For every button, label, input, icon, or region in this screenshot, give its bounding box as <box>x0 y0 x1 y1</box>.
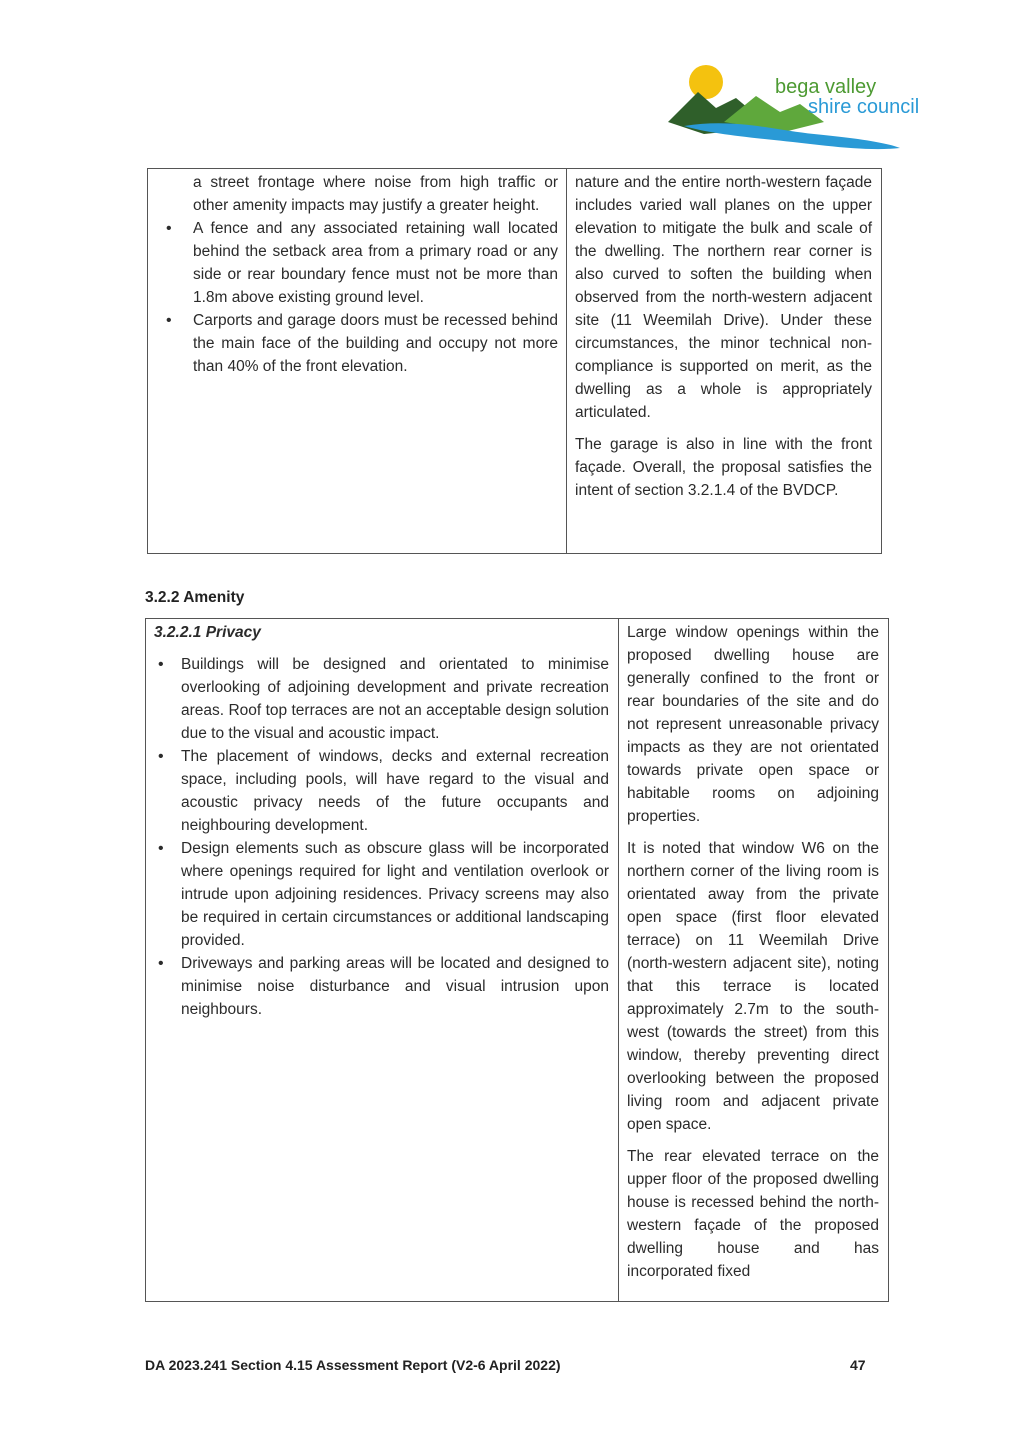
sun-icon <box>689 65 723 99</box>
continuation-text: a street frontage where noise from high traffic or other amenity impacts may justify a greater height. <box>193 174 558 214</box>
requirements-list <box>181 653 609 1021</box>
council-logo-text <box>775 77 919 117</box>
list-item: • Carports and garage doors must be recessed behind the main face of the building and occupy not more than 40% of the front elevation. <box>193 309 558 378</box>
list-item: • Buildings will be designed and orientated to minimise overlooking of adjoining development and private recreation areas. Roof top terraces are not an acceptable design solution due to the visual and acoustic impact. <box>181 653 609 745</box>
comment-paragraph: nature and the entire north-western façade includes varied wall planes on the upper elevation to mitigate the bulk and scale of the dwelling. The northern rear corner is also curved to soften the building when observed from the north-western adjacent site (11 Weemilah Drive). Under these circumstances, the minor technical non-compliance is supported on merit, as the dwelling as a whole is appropriately articulated. <box>575 174 872 421</box>
logo-line-1: bega valley <box>775 76 877 98</box>
subsection-title: 3.2.2.1 Privacy <box>154 624 261 641</box>
control-requirements-cell <box>146 619 619 1302</box>
comment-paragraph: The garage is also in line with the front façade. Overall, the proposal satisfies the intent of section 3.2.1.4 of the BVDCP. <box>575 436 872 499</box>
controls-table-continued <box>147 168 882 554</box>
footer-report-title: DA 2023.241 Section 4.15 Assessment Report (V2-6 April 2022) <box>145 1357 561 1373</box>
privacy-controls-table <box>145 618 889 1302</box>
comment-paragraph: It is noted that window W6 on the northern corner of the living room is orientated away from the private open space (first floor elevated terrace) on 11 Weemilah Drive (north-western adjacent site), noting that this terrace is located approximately 2.7m to the south-west (towards the street) from this window, thereby preventing direct overlooking between the proposed living room and adjacent private open space. <box>627 840 879 1133</box>
assessment-comment-cell <box>619 619 889 1302</box>
section-heading: 3.2.2 Amenity <box>145 589 245 606</box>
page-number: 47 <box>850 1357 866 1373</box>
list-item: • Design elements such as obscure glass will be incorporated where openings required for light and ventilation overlook or intrude upon adjoining residences. Privacy screens may also be required in certain circumstances or additional landscaping provided. <box>181 837 609 952</box>
assessment-comment-cell <box>567 169 882 554</box>
comment-paragraph: The rear elevated terrace on the upper floor of the proposed dwelling house is recessed behind the north-western façade of the proposed dwelling house and has incorporated fixed <box>627 1148 879 1280</box>
list-item: • A fence and any associated retaining wall located behind the setback area from a primary road or any side or rear boundary fence must not be more than 1.8m above existing ground level. <box>193 217 558 309</box>
list-item: • The placement of windows, decks and external recreation space, including pools, will have regard to the visual and acoustic privacy needs of the future occupants and neighbouring development. <box>181 745 609 837</box>
requirements-list <box>193 217 558 378</box>
control-requirements-cell <box>148 169 567 554</box>
logo-line-2: shire council <box>808 96 920 118</box>
comment-paragraph: Large window openings within the proposed dwelling house are generally confined to the front or rear boundaries of the site and do not represent unreasonable privacy impacts as they are not orientated towards private open space or habitable rooms on adjoining properties. <box>627 624 879 825</box>
list-item: • Driveways and parking areas will be located and designed to minimise noise disturbance and visual intrusion upon neighbours. <box>181 952 609 1021</box>
